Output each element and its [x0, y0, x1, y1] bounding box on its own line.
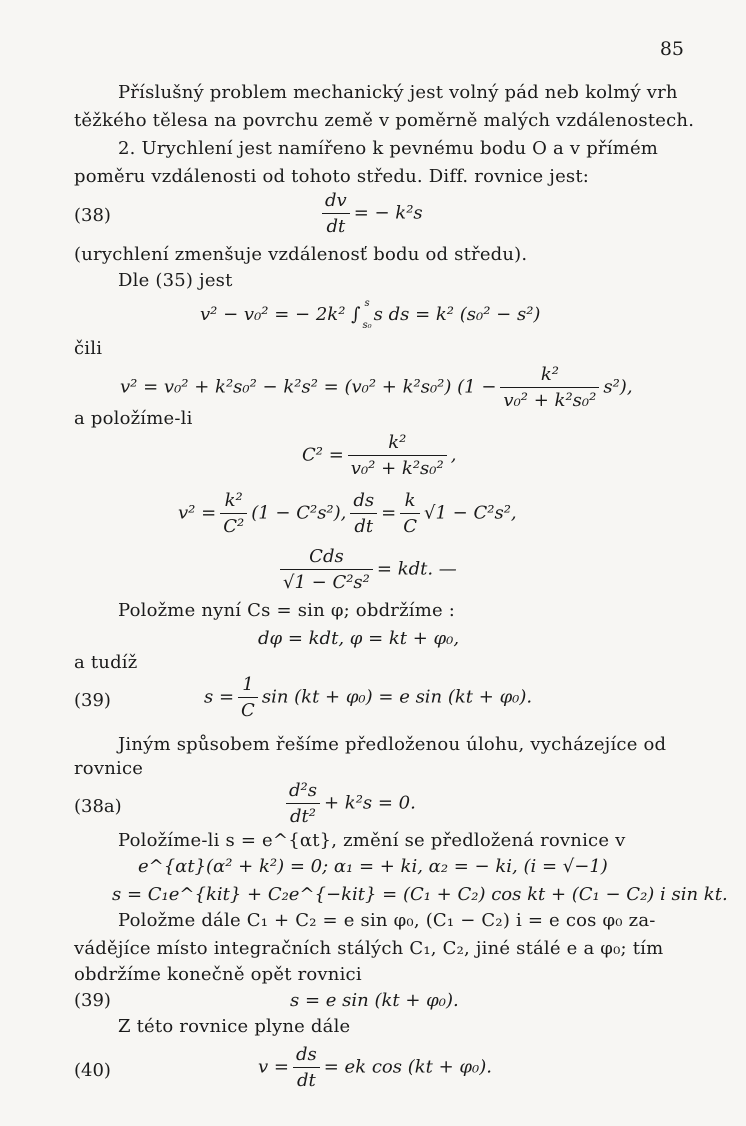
text-line: těžkého tělesa na povrchu země v poměrně malých vzdálenostech. [74, 110, 695, 131]
text-line: 2. Urychlení jest namířeno k pevnému bodu O a v přímém [118, 138, 659, 159]
fraction: $\frac{ds}{dt}$ [293, 1044, 320, 1091]
equation-number: (38) [74, 205, 111, 226]
fraction: $\frac{\text{d²s}}{\text{dt²}}$ [286, 780, 320, 827]
text-line: Příslušný problem mechanický jest volný pád neb kolmý vrh [118, 82, 678, 103]
page-number: 85 [659, 38, 684, 60]
text-line: a tudíž [74, 652, 138, 673]
equation-C-squared: C² = $\frac{\text{k²}}{\text{v₀² + k²s₀²}}$ , [302, 432, 457, 479]
equation-velocity-C: v² = $\frac{\text{k²}}{\text{C²}}$ (1 − C²s²), $\frac{ds}{dt}$ = $\frac{k}{C}$ √1 − C²s², [178, 490, 517, 537]
text-line: a položíme-li [74, 408, 193, 429]
fraction: $\frac{\text{k²}}{\text{C²}}$ [220, 490, 247, 537]
fraction: $\frac{\text{k²}}{\text{v₀² + k²s₀²}}$ [500, 364, 599, 411]
equation-velocity-integral: v² − v₀² = − 2k² ∫ s s₀ s ds = k² (s₀² − s²) [200, 298, 541, 331]
equation-39-repeat: s = e sin (kt + φ₀). [290, 990, 459, 1011]
fraction: $\frac{k}{C}$ [400, 490, 420, 537]
equation-number: (40) [74, 1060, 111, 1081]
fraction: $\frac{ds}{dt}$ [350, 490, 377, 537]
equation-general-solution: s = C₁e^{kit} + C₂e^{−kit} = (C₁ + C₂) cos kt + (C₁ − C₂) i sin kt. [112, 884, 728, 905]
equation-40: v = $\frac{ds}{dt}$ = ek cos (kt + φ₀). [258, 1044, 492, 1091]
fraction: $\frac{dv}{dt}$ [322, 190, 350, 237]
text-line: (urychlení zmenšuje vzdálenosť bodu od středu). [74, 244, 528, 265]
equation-38a: $\frac{\text{d²s}}{\text{dt²}}$ + k²s = 0. [282, 780, 416, 827]
text-line: Položme nyní Cs = sin φ; obdržíme : [118, 600, 456, 621]
text-line: poměru vzdálenosti od tohoto středu. Diff. rovnice jest: [74, 166, 590, 187]
text-line: Z této rovnice plyne dále [118, 1016, 351, 1037]
text-line: čili [74, 338, 103, 359]
text-line: Položíme-li s = e^{αt}, změní se předložená rovnice v [118, 830, 626, 851]
equation-39: s = $\frac{1}{C}$ sin (kt + φ₀) = e sin (kt + φ₀). [204, 674, 533, 721]
equation-separated: $\frac{\text{Cds}}{\text{√1 − C²s²}}$ = kdt. — [276, 546, 457, 593]
text-line: Dle (35) jest [118, 270, 233, 291]
equation-number: (39) [74, 690, 111, 711]
fraction: $\frac{\text{Cds}}{\text{√1 − C²s²}}$ [280, 546, 373, 593]
text-line: Jiným spůsobem řešíme předloženou úlohu, vycházejíce od [118, 734, 667, 755]
equation-number: (39) [74, 990, 111, 1011]
equation-characteristic: e^{αt}(α² + k²) = 0; α₁ = + ki, α₂ = − ki, (i = √−1) [138, 856, 608, 877]
equation-number: (38a) [74, 796, 122, 817]
text-line: vádějíce místo integračních stálých C₁, C₂, jiné stálé e a φ₀; tím [74, 938, 664, 959]
text-line: obdržíme konečně opět rovnici [74, 964, 362, 985]
equation-38: $\frac{dv}{dt}$ = − k²s [318, 190, 423, 237]
fraction: $\frac{\text{k²}}{\text{v₀² + k²s₀²}}$ [348, 432, 447, 479]
equation-phi: dφ = kdt, φ = kt + φ₀, [258, 628, 460, 649]
text-line: rovnice [74, 758, 144, 779]
fraction: $\frac{1}{C}$ [238, 674, 258, 721]
text-line: Položme dále C₁ + C₂ = e sin φ₀, (C₁ − C₂) i = e cos φ₀ za- [118, 910, 656, 931]
equation-velocity-expanded: v² = v₀² + k²s₀² − k²s² = (v₀² + k²s₀²) (1 − $\frac{\text{k²}}{\text{v₀² + k²s₀²}}$ s²), [120, 364, 633, 411]
